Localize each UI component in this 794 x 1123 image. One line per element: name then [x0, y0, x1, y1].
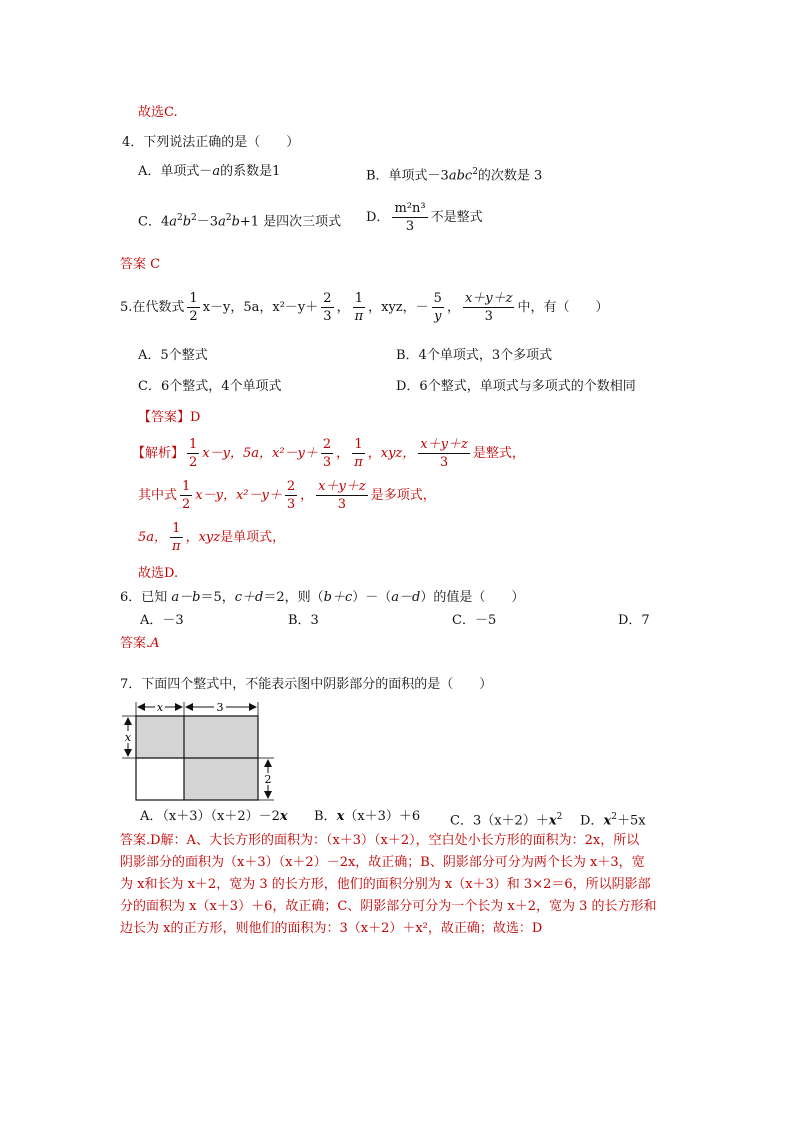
q5-conclusion: 故选D. — [138, 566, 179, 581]
q5-option-c: C．6个整式，4个单项式 — [138, 379, 282, 394]
q6-option-c: C．－5 — [452, 613, 497, 628]
q6-option-d: D．7 — [618, 613, 650, 628]
fraction: $\frac{2}{3}$ — [286, 479, 296, 512]
label-x-top: x — [156, 701, 164, 714]
q7-answer-line1: 答案.D解：A、大长方形的面积为：（x＋3）（x＋2），空白处小长方形的面积为：2x，所以 — [120, 833, 640, 848]
shaded-region — [184, 758, 258, 800]
q6-option-a: A．－3 — [140, 613, 184, 628]
fraction: $\frac{1}{\pi}$ — [354, 437, 363, 470]
fraction: $\frac{1}{\pi}$ — [354, 291, 364, 324]
q7-option-c: C．$3(x+2)+x^2$ — [450, 812, 563, 829]
q7-option-d: D．$x^2+5x$ — [580, 812, 646, 829]
q5-answer: 【答案】D — [138, 410, 201, 425]
fraction: $\frac{x+y+z}{3}$ — [318, 479, 366, 512]
label-x-side: x — [124, 731, 132, 744]
q6-answer: 答案.A — [120, 636, 160, 651]
q6-stem: 6．已知 a－b＝5，c＋d＝2，则（b＋c）－（a－d）的值是（ ） — [120, 590, 525, 605]
fraction: $\frac{1}{\pi}$ — [172, 521, 181, 554]
q3-conclusion: 故选C. — [138, 105, 178, 120]
fraction: $\frac{x+y+z}{3}$ — [420, 437, 468, 470]
q7-stem: 7．下面四个整式中，不能表示图中阴影部分的面积的是（ ） — [120, 677, 493, 692]
q4-stem: 4．下列说法正确的是（ ） — [122, 135, 300, 150]
fraction: $\frac{1}{2}$ — [182, 479, 191, 512]
q5-option-b: B．4个单项式，3个多项式 — [396, 348, 553, 363]
fraction: $\frac{5}{y}$ — [433, 291, 442, 324]
q7-answer-line3: 为 x和长为 x＋2，宽为 3 的长方形，他们的面积分别为 x（x＋3）和 3×2＝6，所以阴影部 — [120, 877, 651, 892]
q7-answer-line4: 分的面积为 x（x＋3）＋6，故正确；C、阴影部分可分为一个长为 x＋2，宽为 3 的长方形和 — [120, 899, 657, 914]
q4-option-d: D． $\frac{\text{m²n³}}{3}$ 不是整式 — [366, 201, 483, 234]
fraction: $\frac{1}{2}$ — [189, 291, 198, 324]
fraction: $\frac{x+y+z}{3}$ — [464, 291, 513, 324]
q5-option-d: D．6个整式，单项式与多项式的个数相同 — [396, 379, 636, 394]
q4-option-b: B．单项式－3abc$^2$的次数是 3 — [366, 167, 543, 184]
q7-answer-line5: 边长为 x的正方形，则他们的面积为：3（x＋2）＋x²，故正确；故选：D — [120, 921, 543, 936]
q4-option-c: C．$4a^2b^2-3a^2b+1$ 是四次三项式 — [138, 213, 342, 230]
q6-option-b: B．3 — [288, 613, 319, 628]
q4-answer: 答案 C — [120, 257, 161, 272]
label-2: 2 — [264, 773, 272, 786]
q7-answer-line2: 阴影部分的面积为（x＋3）（x＋2）－2x，故正确；B、阴影部分可分为两个长为 x＋3，宽 — [120, 855, 645, 870]
q5-option-a: A．5个整式 — [138, 348, 208, 363]
q5-analysis-line3: 5a， $\frac{1}{\pi}$ ，xyz是单项式， — [138, 521, 286, 554]
shaded-region — [136, 716, 258, 758]
fraction: $\frac{1}{2}$ — [189, 437, 198, 470]
fraction: $\frac{2}{3}$ — [322, 437, 332, 470]
label-3: 3 — [216, 701, 224, 714]
q7-diagram — [118, 696, 278, 806]
fraction: $\frac{\text{m²n³}}{3}$ — [394, 201, 426, 234]
q5-analysis-line2: 其中式 $\frac{1}{2}$ x－y，x²－y＋ $\frac{2}{3}$ ， $\frac{x+y+z}{3}$ 是多项式， — [138, 479, 436, 512]
q4-option-a: A．单项式－a的系数是1 — [138, 164, 281, 179]
fraction: $\frac{2}{3}$ — [323, 291, 332, 324]
q7-option-a: A．（x＋3）（x＋2）－2x — [140, 809, 288, 824]
q7-option-b: B．x（x＋3）＋6 — [314, 809, 421, 824]
q5-analysis-line1: 【解析】 $\frac{1}{2}$ x－y，5a，x²－y＋ $\frac{2}{3}$ ， $\frac{1}{\pi}$ ，xyz， $\frac{x+y+z}{3}$ 是整式， — [132, 437, 525, 470]
q5-stem: 5.在代数式 $\frac{1}{2}$ x－y，5a，x²－y＋ $\frac{2}{3}$ ， $\frac{1}{\pi}$ ，xyz，－ $\frac{5}{y}$ ， $\frac{x+y+z}{3}$ 中，有（ ） — [120, 291, 609, 324]
